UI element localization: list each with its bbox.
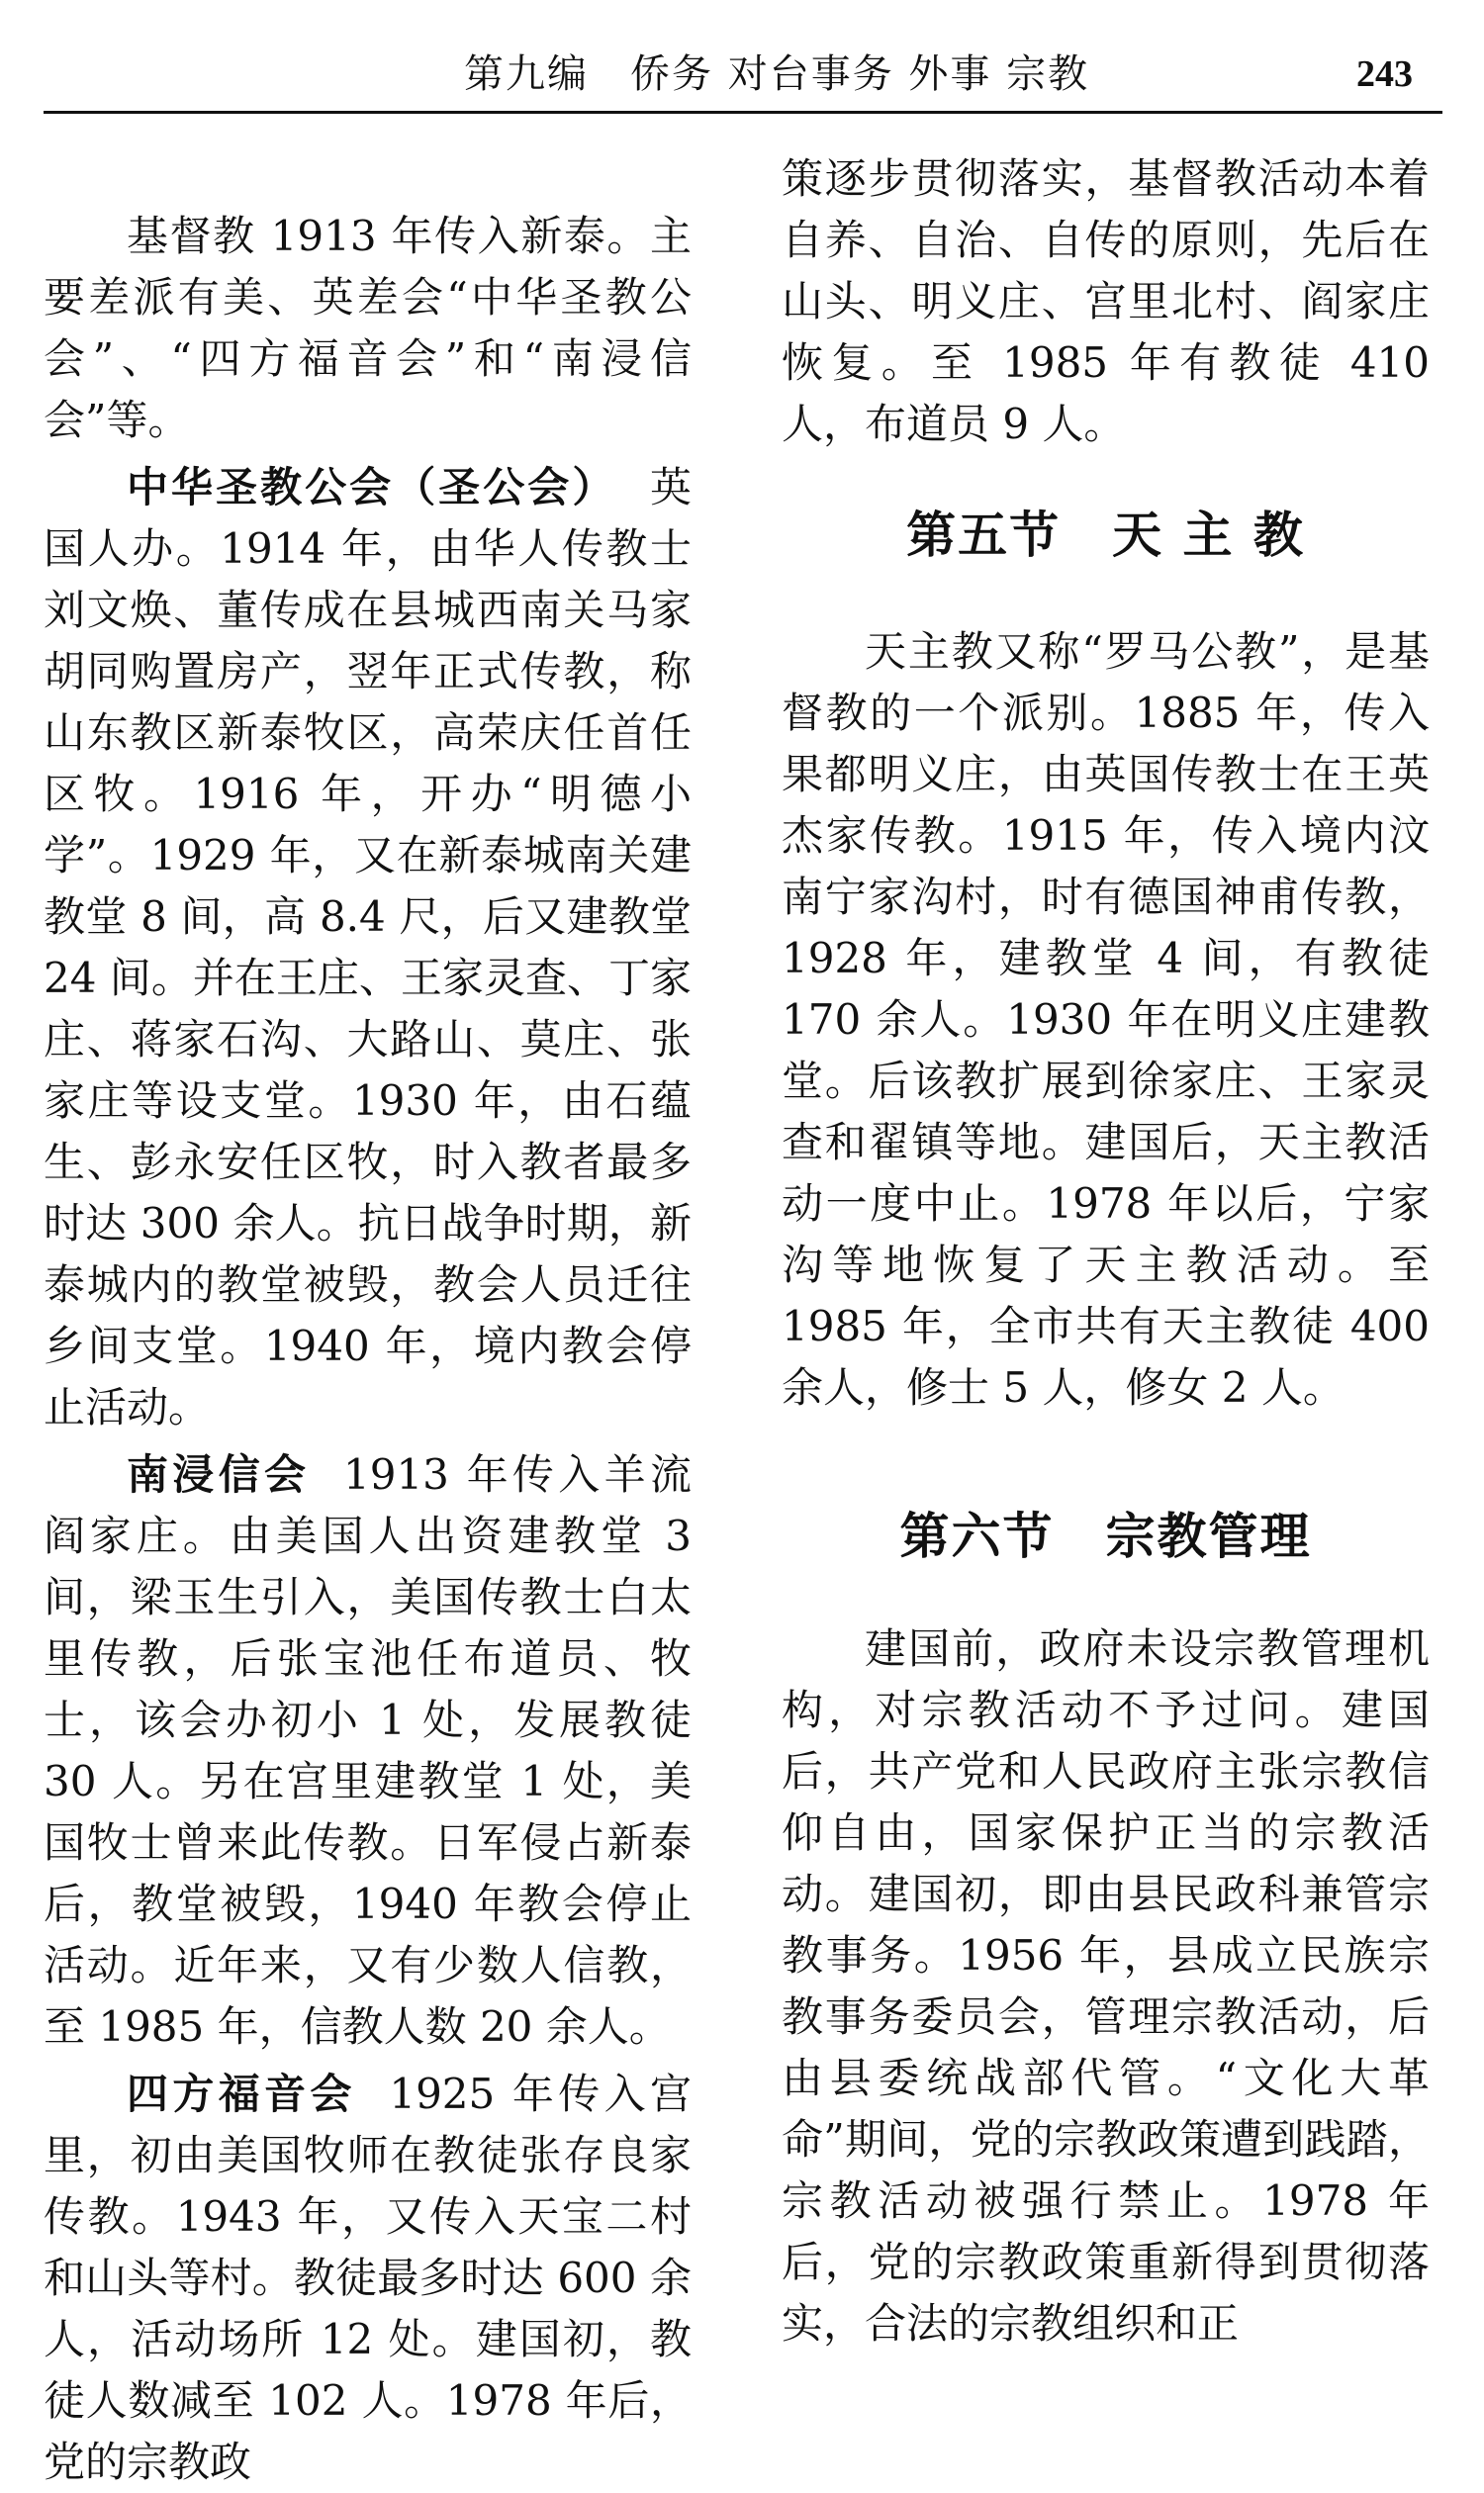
page-header bbox=[44, 47, 1442, 107]
entry-term: 中华圣教公会（圣公会） bbox=[127, 463, 617, 511]
entry-anglican bbox=[44, 457, 692, 1438]
header-rule bbox=[44, 111, 1442, 114]
catholicism-paragraph: 天主教又称“罗马公教”，是基督教的一个派别。1885 年，传入果都明义庄，由英国传教士在王英杰家传教。1915 年，传入境内汶南宁家沟村，时有德国神甫传教，1928 年，建教堂 4 间，有教徒 170 余人。1930 年在明义庄建教堂。后该教扩展到徐家庄、王家灵查和翟镇等地。建国后，天主教活动一度中止。1978 年以后，宁家沟等地恢复了天主教活动。至 1985 年，全市共有天主教徒 400 余人，修士 5 人，修女 2 人。 bbox=[782, 627, 1430, 1412]
entry-text: 英国人办。1914 年，由华人传教士刘文焕、董传成在县城西南关马家胡同购置房产，翌年正式传教，称山东教区新泰牧区，高荣庆任首任区牧。1916 年，开办“明德小学”。1929 年，又在新泰城南关建教堂 8 间，高 8.4 尺，后又建教堂 24 间。并在王庄、王家灵查、丁家庄、蒋家石沟、大路山、莫庄、张家庄等设支堂。1930 年，由石蕴生、彭永安任区牧，时入教者最多时达 300 余人。抗日战争时期，新泰城内的教堂被毁，教会人员迁往乡间支堂。1940 年，境内教会停止活动。 bbox=[44, 463, 692, 1431]
continuation-paragraph: 策逐步贯彻落实，基督教活动本着自养、自治、自传的原则，先后在山头、明义庄、宫里北村、阎家庄恢复。至 1985 年有教徒 410 人，布道员 9 人。 bbox=[782, 154, 1430, 448]
entry-term: 南浸信会 bbox=[127, 1450, 311, 1499]
section-title-religious-administration: 第六节 宗教管理 bbox=[899, 1508, 1312, 1565]
christianity-intro-paragraph: 基督教 1913 年传入新泰。主要差派有美、英差会“中华圣教公会”、“四方福音会”和“南浸信会”等。 bbox=[44, 212, 692, 444]
section-title-catholicism: 第五节 天 主 教 bbox=[906, 507, 1305, 564]
left-column bbox=[44, 206, 692, 2493]
page-number: 243 bbox=[1356, 53, 1413, 95]
running-header-title: 第九编 侨务 对台事务 外事 宗教 bbox=[464, 51, 1090, 97]
entry-foursquare-gospel bbox=[44, 2064, 692, 2493]
right-column bbox=[782, 148, 1430, 2354]
entry-term: 四方福音会 bbox=[127, 2070, 356, 2118]
entry-text: 1913 年传入羊流阎家庄。由美国人出资建教堂 3 间，梁玉生引入，美国传教士白太里传教，后张宝池任布道员、牧士，该会办初小 1 处，发展教徒 30 人。另在宫里建教堂 1 处，美国牧士曾来此传教。日军侵占新泰后，教堂被毁，1940 年教会停止活动。近年来，又有少数人信教，至 1985 年，信教人数 20 余人。 bbox=[44, 1450, 692, 2051]
entry-southern-baptist bbox=[44, 1444, 692, 2058]
religious-administration-paragraph: 建国前，政府未设宗教管理机构，对宗教活动不予过问。建国后，共产党和人民政府主张宗教信仰自由，国家保护正当的宗教活动。建国初，即由县民政科兼管宗教事务。1956 年，县成立民族宗教事务委员会，管理宗教活动，后由县委统战部代管。“文化大革命”期间，党的宗教政策遭到践踏，宗教活动被强行禁止。1978 年后，党的宗教政策重新得到贯彻落实，合法的宗教组织和正 bbox=[782, 1624, 1430, 2348]
entry-text: 1925 年传入宫里，初由美国牧师在教徒张存良家传教。1943 年，又传入天宝二村和山头等村。教徒最多时达 600 余人，活动场所 12 处。建国初，教徒人数减至 102 人。1978 年后，党的宗教政 bbox=[44, 2070, 692, 2486]
